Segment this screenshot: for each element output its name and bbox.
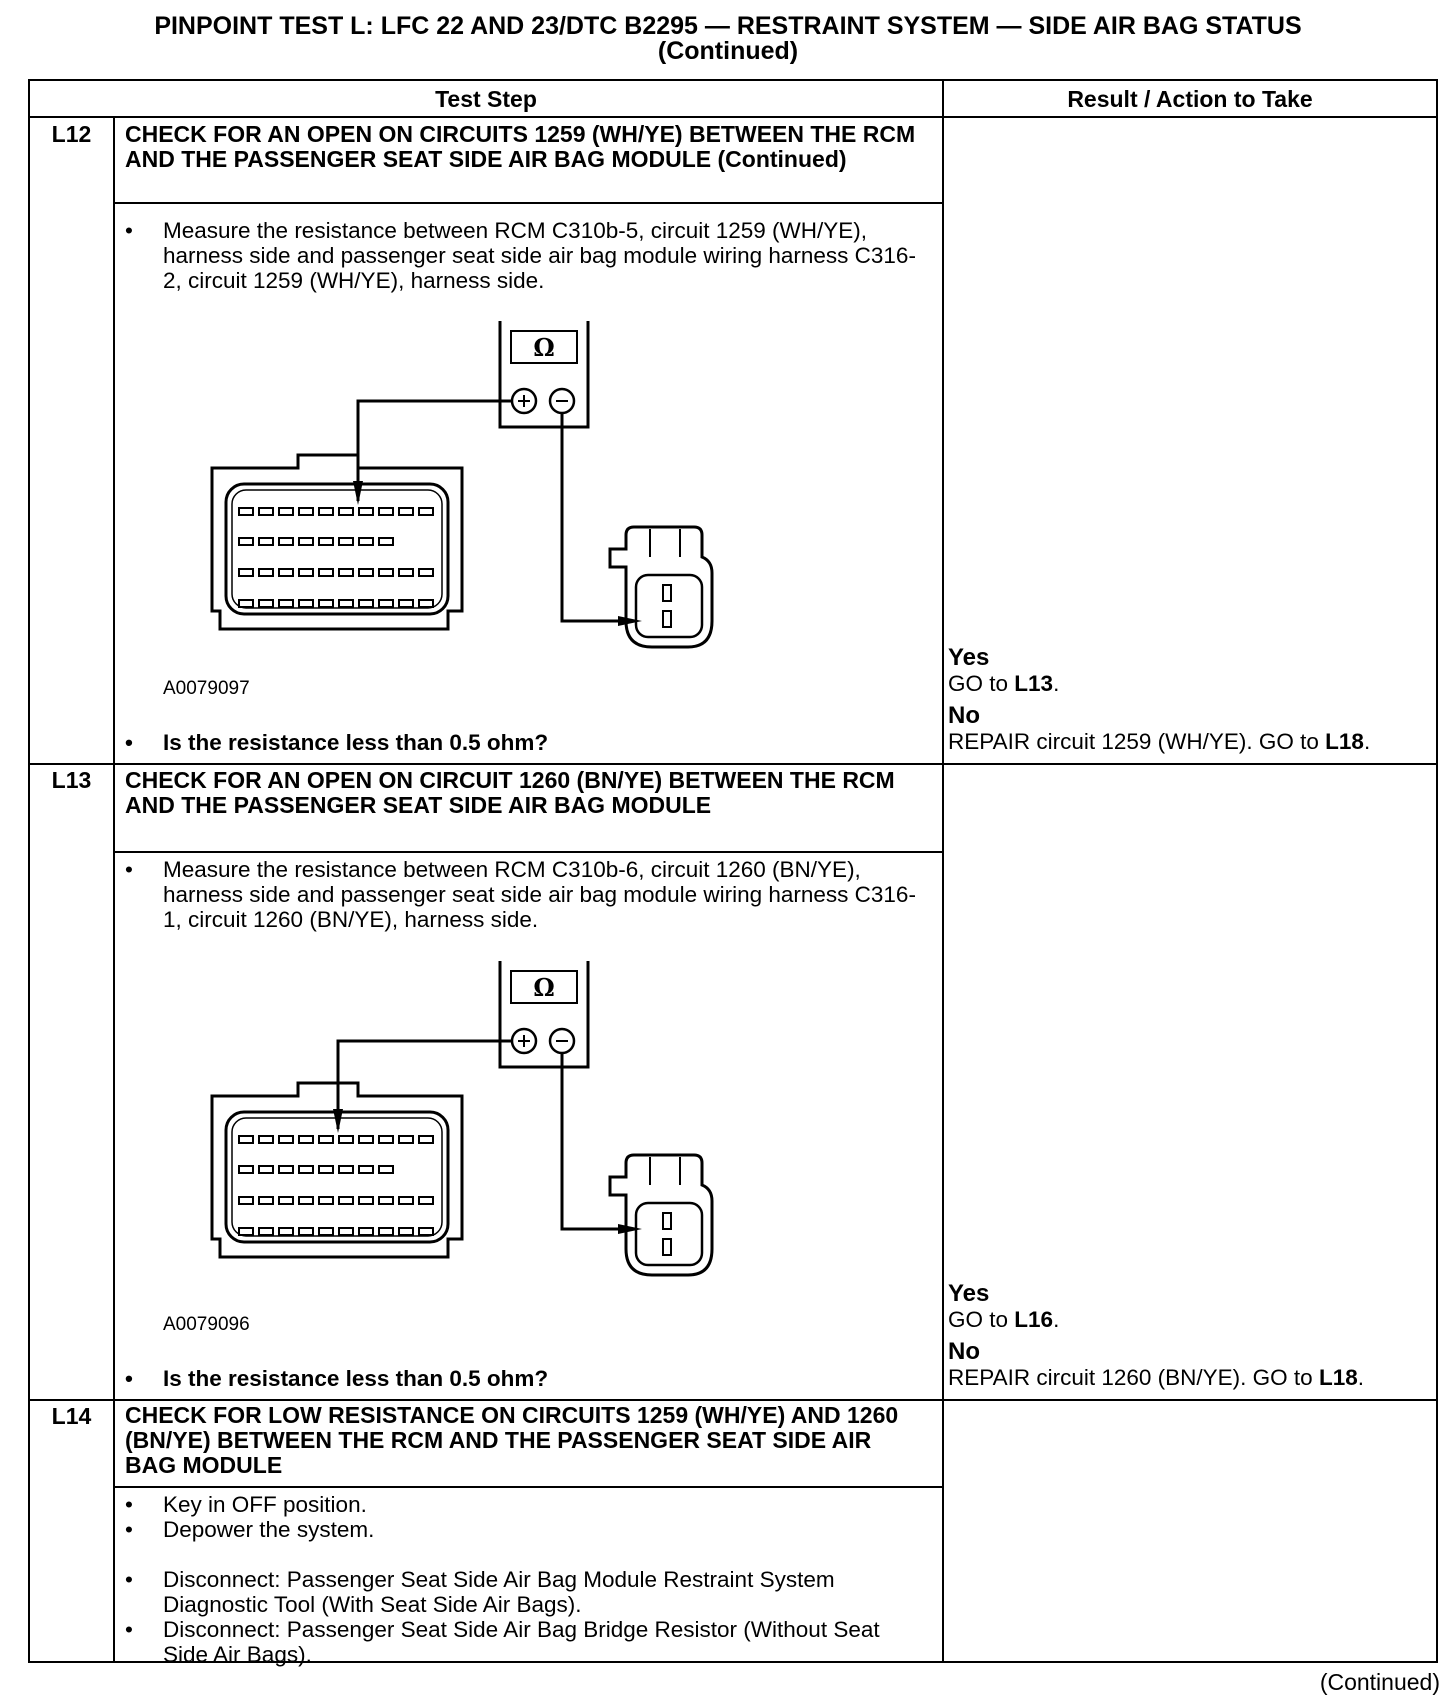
- step-title-l13: CHECK FOR AN OPEN ON CIRCUIT 1260 (BN/YE) BETWEEN THE RCM AND THE PASSENGER SEAT SIDE AIR BAG MODULE: [125, 767, 895, 818]
- rcm-connector-face: [226, 1112, 448, 1242]
- positive-test-lead: [338, 1041, 512, 1129]
- yes-action-end: .: [1053, 1307, 1060, 1332]
- yes-target-link[interactable]: L16: [1014, 1307, 1054, 1332]
- positive-probe-tip: [333, 1109, 343, 1133]
- bullet-marker: •: [125, 857, 133, 882]
- l13-result: [948, 1280, 1438, 1390]
- l12-wiring-diagram: [190, 321, 790, 651]
- bullet-text: Measure the resistance between RCM C310b-6, circuit 1260 (BN/YE), harness side and passenger seat side air bag module wiring harness C316-1, circuit 1260 (BN/YE), harness side.: [163, 857, 916, 932]
- pinpoint-test-table: [28, 79, 1438, 1667]
- l12-figure-id: A0079097: [163, 678, 250, 699]
- no-target-link[interactable]: L18: [1318, 1365, 1358, 1390]
- rcm-pins: [239, 1136, 433, 1235]
- step-id-l14: L14: [51, 1403, 92, 1429]
- l14-bullet-disconnect-resistor: [125, 1617, 925, 1667]
- continued-footer: (Continued): [1319, 1669, 1440, 1695]
- ohm-symbol: Ω: [533, 333, 555, 362]
- l12-result: [948, 644, 1438, 754]
- positive-probe-tip: [353, 481, 363, 505]
- l13-end-rule: [30, 1399, 1436, 1401]
- l14-title-rule: [113, 1486, 942, 1488]
- title-line-1: PINPOINT TEST L: LFC 22 AND 23/DTC B2295 — RESTRAINT SYSTEM — SIDE AIR BAG STATUS: [154, 12, 1302, 40]
- bullet-text: Disconnect: Passenger Seat Side Air Bag Bridge Resistor (Without Seat Side Air Bags).: [163, 1617, 880, 1667]
- question-text: Is the resistance less than 0.5 ohm?: [163, 1366, 549, 1391]
- bullet-marker: •: [125, 218, 133, 243]
- rcm-connector-face: [226, 484, 448, 614]
- bullet-marker: •: [125, 1517, 133, 1542]
- negative-test-lead: [562, 413, 635, 621]
- l14-bullet-depower: [125, 1517, 925, 1542]
- column-divider: [942, 81, 944, 1661]
- yes-target-link[interactable]: L13: [1014, 671, 1054, 696]
- negative-test-lead: [562, 1053, 635, 1229]
- no-action-end: .: [1363, 729, 1371, 754]
- bullet-text: Key in OFF position.: [163, 1492, 367, 1517]
- step-title-l14: CHECK FOR LOW RESISTANCE ON CIRCUITS 1259 (WH/YE) AND 1260 (BN/YE) BETWEEN THE RCM AND THE PASSENGER SEAT SIDE AIR BAG MODULE: [125, 1402, 899, 1478]
- bullet-marker: •: [125, 730, 133, 755]
- airbag-pin-1: [663, 585, 671, 601]
- l13-question: [125, 1366, 925, 1391]
- yes-action-end: .: [1053, 671, 1060, 696]
- title-line-2: (Continued): [657, 37, 799, 65]
- l12-bullet-measure: [125, 218, 925, 293]
- no-action: REPAIR circuit 1259 (WH/YE). GO to: [948, 729, 1326, 754]
- bullet-marker: •: [125, 1492, 133, 1517]
- l14-bullet-key-off: [125, 1492, 925, 1517]
- l13-wiring-diagram: [190, 961, 790, 1291]
- rcm-connector-body: [212, 455, 462, 629]
- l12-end-rule: [30, 763, 1436, 765]
- page-title: [0, 14, 1456, 64]
- bullet-text: Measure the resistance between RCM C310b-5, circuit 1259 (WH/YE), harness side and passenger seat side air bag module wiring harness C316-2, circuit 1259 (WH/YE), harness side.: [163, 218, 916, 293]
- l13-title-rule: [113, 851, 942, 853]
- l13-bullet-measure: [125, 857, 925, 932]
- airbag-pin-2: [663, 1239, 671, 1255]
- yes-action: GO to: [948, 671, 1015, 696]
- no-label: No: [948, 702, 980, 729]
- ohm-symbol: Ω: [533, 973, 555, 1002]
- step-id-divider: [113, 118, 115, 1661]
- step-id-l12: L12: [51, 121, 92, 147]
- airbag-connector-body: [610, 1155, 712, 1275]
- no-action: REPAIR circuit 1260 (BN/YE). GO to: [948, 1365, 1319, 1390]
- bullet-text: Depower the system.: [163, 1517, 375, 1542]
- l12-question: [125, 730, 925, 755]
- no-label: No: [948, 1338, 980, 1365]
- bullet-marker: •: [125, 1617, 133, 1642]
- question-text: Is the resistance less than 0.5 ohm?: [163, 730, 549, 755]
- negative-probe-tip: [618, 1224, 642, 1234]
- airbag-connector-body: [610, 527, 712, 647]
- step-title-l12: CHECK FOR AN OPEN ON CIRCUITS 1259 (WH/YE) BETWEEN THE RCM AND THE PASSENGER SEAT SIDE AIR BAG MODULE (Continued): [125, 121, 916, 172]
- step-id-l13: L13: [51, 767, 92, 793]
- l14-bullet-disconnect-tool: [125, 1567, 925, 1617]
- l12-title-rule: [113, 202, 942, 204]
- bullet-marker: •: [125, 1567, 133, 1592]
- yes-action: GO to: [948, 1307, 1015, 1332]
- negative-probe-tip: [618, 616, 642, 626]
- l13-figure-id: A0079096: [163, 1314, 250, 1335]
- bullet-text: Disconnect: Passenger Seat Side Air Bag Module Restraint System Diagnostic Tool (With Seat Side Air Bags).: [163, 1567, 835, 1617]
- airbag-pin-1: [663, 1213, 671, 1229]
- airbag-pin-2: [663, 611, 671, 627]
- rcm-pins: [239, 508, 433, 607]
- no-target-link[interactable]: L18: [1325, 729, 1364, 754]
- no-action-end: .: [1357, 1365, 1364, 1390]
- column-header-result: Result / Action to Take: [1067, 86, 1313, 112]
- yes-label: Yes: [948, 1280, 990, 1307]
- bullet-marker: •: [125, 1366, 133, 1391]
- yes-label: Yes: [948, 644, 990, 671]
- column-header-test-step: Test Step: [435, 86, 537, 112]
